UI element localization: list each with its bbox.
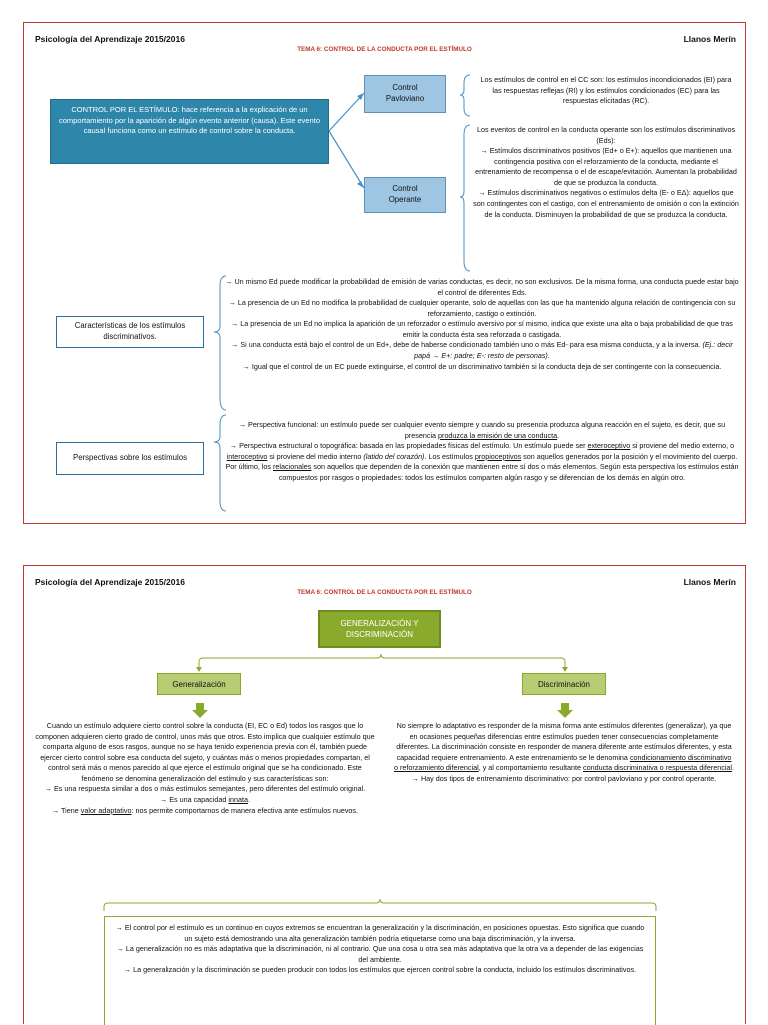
discriminacion-text [394,721,734,784]
arrowhead-icon [196,667,202,672]
operante-intro: Los eventos de control en la conducta operante son los estímulos discriminativos (Eds): [476,125,736,145]
brace-operante [460,125,470,271]
caracteristicas-box [56,316,204,348]
term-interoceptivo: interoceptivo [226,451,268,461]
estructural-text: → Perspectiva estructural o topográfica: basada en las propiedades físicas del estímulo. Un estímulo puede ser [229,441,586,451]
discriminacion-label: Discriminación [537,679,590,689]
conclusion-box [104,916,656,1025]
generalizacion-box [157,673,241,695]
document-page-1 [23,22,746,524]
control-operante-label: Control Operante [388,184,422,204]
caracteristica-item: → Un mismo Ed puede modificar la probabilidad de emisión de varias conductas, es decir, no son exclusivos. De la misma forma, una conducta puede estar bajo el control de diferentes Eds. [225,277,739,297]
header-author: Llanos Merín [683,34,736,44]
perspectiva-estructural [224,441,740,483]
brace-green [199,654,565,668]
definition-box: CONTROL POR EL ESTÍMULO: hace referencia a la explicación de un comportamiento por la aparición de algún evento anterior (causa). Este evento causal funciona como un estímulo de control sobre la conducta. [50,99,329,164]
caracteristicas-label: Características de los estímulos discriminativos. [74,321,186,341]
discriminacion-paragraph: No siempre lo adaptativo es responder de la misma forma ante estímulos diferentes (generalizar), ya que en ocasiones pequeñas diferencias entre estímulos pueden tener consecuencias completamente diferentes. La discriminación consiste en responder de manera diferente ante estímulos diferentes, y esta capacidad requiere entrenamiento. A este entrenamiento se le denomina condicionamiento discriminativo o reforzamiento diferencial, y al comportamiento resultante conducta discriminativa o respuesta diferencial. [394,721,735,773]
pavloviano-text: Los estímulos de control en el CC son: los estímulos incondicionados (EI) para las respuestas reflejas (RI) y los estímulos condicionados (EC) para las respuestas elicitadas (RC). [480,75,732,106]
term-valor-adaptativo: valor adaptativo [80,805,132,815]
estructural-text: si proviene del medio interno [269,451,362,461]
operante-negativos: → Estímulos discriminativos negativos o estímulos delta (E- o EΔ): aquellos que son contingentes con el castigo, con el entrenamiento de omisión o con la extinción de la conducta. Disminuyen la probabilidad de que se produzca la conducta. [473,188,739,219]
generalizacion-point-text: → Tiene [51,805,79,815]
perspectiva-funcional-underline: produzca la emisión de una conducta [438,430,558,440]
operante-text [472,125,740,220]
brace-pavloviano [460,75,470,116]
term-conducta-discriminativa: conducta discriminativa o respuesta diferencial [582,763,733,773]
arrow-to-operante [329,131,364,188]
conclusion-point: → La generalización y la discriminación se pueden producir con todos los estímulos que ejercen control sobre la conducta, incluido los estímulos discriminativos. [123,965,637,975]
generalizacion-label: Generalización [172,679,226,689]
discriminacion-point: → Hay dos tipos de entrenamiento discriminativo: por control pavloviano y por control operante. [411,773,717,783]
generalizacion-paragraph: Cuando un estímulo adquiere cierto control sobre la conducta (EI, EC o Ed) todos los rasgos que lo componen adquieren cierto grado de control, unos más que otros. Esto implica que cualquier estímulo que comparta alguno de esos rasgos, aunque no se haya tenido experiencia previa con él, también puede ejercer cierto control sobre esa conducta del sujeto, y cuántas más o menos propiedades compartan, el control será más o menos parecido al que ejerce el estímulo original que se ha condicionado. Este fenómeno se denomina generalización del estímulo y sus características son: [35,721,375,783]
estructural-text: son aquellos que dependen de la conexión que mantienen entre sí dos o más elementos. Según esta perspectiva los estímulos están compuestos por rasgos o propiedades: todos los estímulos comparten algún rasgo y se diferencian de los demás en algún otro. [278,462,739,482]
generalizacion-point-text: → Es una capacidad [160,795,227,805]
page-title: TEMA 6: CONTROL DE LA CONDUCTA POR EL ESTÍMULO [297,46,472,53]
example-latido: (latido del corazón) [363,451,425,461]
down-arrow-icon [557,703,573,718]
estructural-text: son aquellos generados por la posición y el movimiento del cuerpo. Por último, los [225,451,738,472]
discriminacion-paragraph-text: , y al comportamiento resultante [478,763,581,773]
arrowhead-icon [562,667,568,672]
header-author: Llanos Merín [683,577,736,587]
down-arrow-icon [192,703,208,718]
control-pavloviano-box [364,75,446,113]
perspectiva-funcional-text: → Perspectiva funcional: un estímulo puede ser cualquier evento siempre y cuando su presencia produzca alguna reacción en el sujeto, es decir, que su presencia [238,420,726,440]
caracteristica-item-main: → Si una conducta está bajo el control de un Ed+, debe de haberse condicionado también uno o más Ed- para esa misma conducta, y a la inversa. [231,340,701,350]
document-page-2 [23,565,746,1024]
discriminacion-box [522,673,606,695]
perspectivas-text [224,420,740,483]
generalizacion-text [35,721,375,816]
perspectivas-label: Perspectivas sobre los estímulos [73,453,187,463]
generalizacion-point [35,806,375,817]
caracteristica-example: (Ej.: decir papá → E+: padre; E-: resto de personas) [414,340,733,361]
term-propioceptivos: propioceptivos [474,451,522,461]
generalizacion-point: → Es una capacidad innata. [160,795,250,805]
term-relacionales: relacionales [273,462,312,472]
header-course: Psicología del Aprendizaje 2015/2016 [35,34,185,44]
top-concept-label: GENERALIZACIÓN Y DISCRIMINACIÓN [340,618,419,639]
term-innata: innata [228,795,248,805]
estructural-text: . Los estímulos [424,451,473,461]
discriminacion-paragraph-text: No siempre lo adaptativo es responder de la misma forma ante estímulos diferentes (generalizar), ya que en ocasiones pequeñas diferencias entre estímulos pueden tener consecuencias completamente diferentes. La discriminación consiste en responder de manera diferente ante estímulos diferentes, y esta capacidad requiere entrenamiento. A este entrenamiento se le denomina [396,721,732,762]
term-condicionamiento-discriminativo: condicionamiento discriminativo o reforzamiento diferencial [394,752,732,773]
generalizacion-point: → Es una respuesta similar a dos o más estímulos semejantes, pero diferentes del estímulo original. [44,784,366,794]
brace-bottom [104,899,656,911]
top-concept-box [318,610,441,648]
term-exteroceptivo: exteroceptivo [587,441,631,451]
perspectivas-box [56,442,204,475]
perspectiva-funcional: → Perspectiva funcional: un estímulo puede ser cualquier evento siempre y cuando su presencia produzca alguna reacción en el sujeto, es decir, que su presencia produzca la emisión de una conducta. [238,420,726,440]
control-operante-box [364,177,446,213]
page-title: TEMA 6: CONTROL DE LA CONDUCTA POR EL ESTÍMULO [297,589,472,596]
conclusion-point: → La generalización no es más adaptativa que la discriminación, ni al contrario. Que una cosa u otra sea más adaptativa que la otra va a depender de las exigencias del ambiente. [116,944,644,964]
estructural-text: si proviene del medio externo, o [632,441,735,451]
caracteristica-item: → La presencia de un Ed no modifica la probabilidad de cualquier operante, solo de aquellas con las que ha mantenido alguna relación de contingencia con su reforzamiento, castigo o extinción. [228,298,736,318]
generalizacion-point-text: : nos permite comportarnos de manera efectiva ante estímulos nuevos. [131,805,359,815]
caracteristica-item: → Igual que el control de un EC puede extinguirse, el control de un discriminativo también si la conducta deja de ser contingente con la consecuencia. [242,361,722,371]
caracteristicas-text [224,277,740,372]
caracteristica-item: → La presencia de un Ed no implica la aparición de un reforzador o estímulo aversivo por sí mismo, indica que existe una alta o baja probabilidad de que tras emitir la conducta ésta sea reforzada o castigada. [231,319,733,339]
caracteristica-item: → Si una conducta está bajo el control de un Ed+, debe de haberse condicionado también uno o más Ed- para esa misma conducta, y a la inversa. (Ej.: decir papá → E+: padre; E-: resto de personas). [231,340,733,361]
arrowhead-icon [357,181,364,188]
conclusion-point: → El control por el estímulo es un continuo en cuyos extremos se encuentran la generalización y la discriminación, en posiciones opuestas. Esto significa que cuando un sujeto está demostrando una alta generalización también podría etiquetarse como una baja discriminación, y la inversa. [115,923,645,943]
control-pavloviano-label: Control Pavloviano [385,83,425,103]
operante-positivos: → Estímulos discriminativos positivos (Ed+ o E+): aquellos que mantienen una contingencia positiva con el reforzamiento de la conducta, mediante el entrenamiento de recompensa o el de escape/evitación. Aumentan la probabilidad de que se produzca la conducta. [475,146,737,187]
header-course: Psicología del Aprendizaje 2015/2016 [35,577,185,587]
arrow-to-pavloviano [329,93,364,131]
